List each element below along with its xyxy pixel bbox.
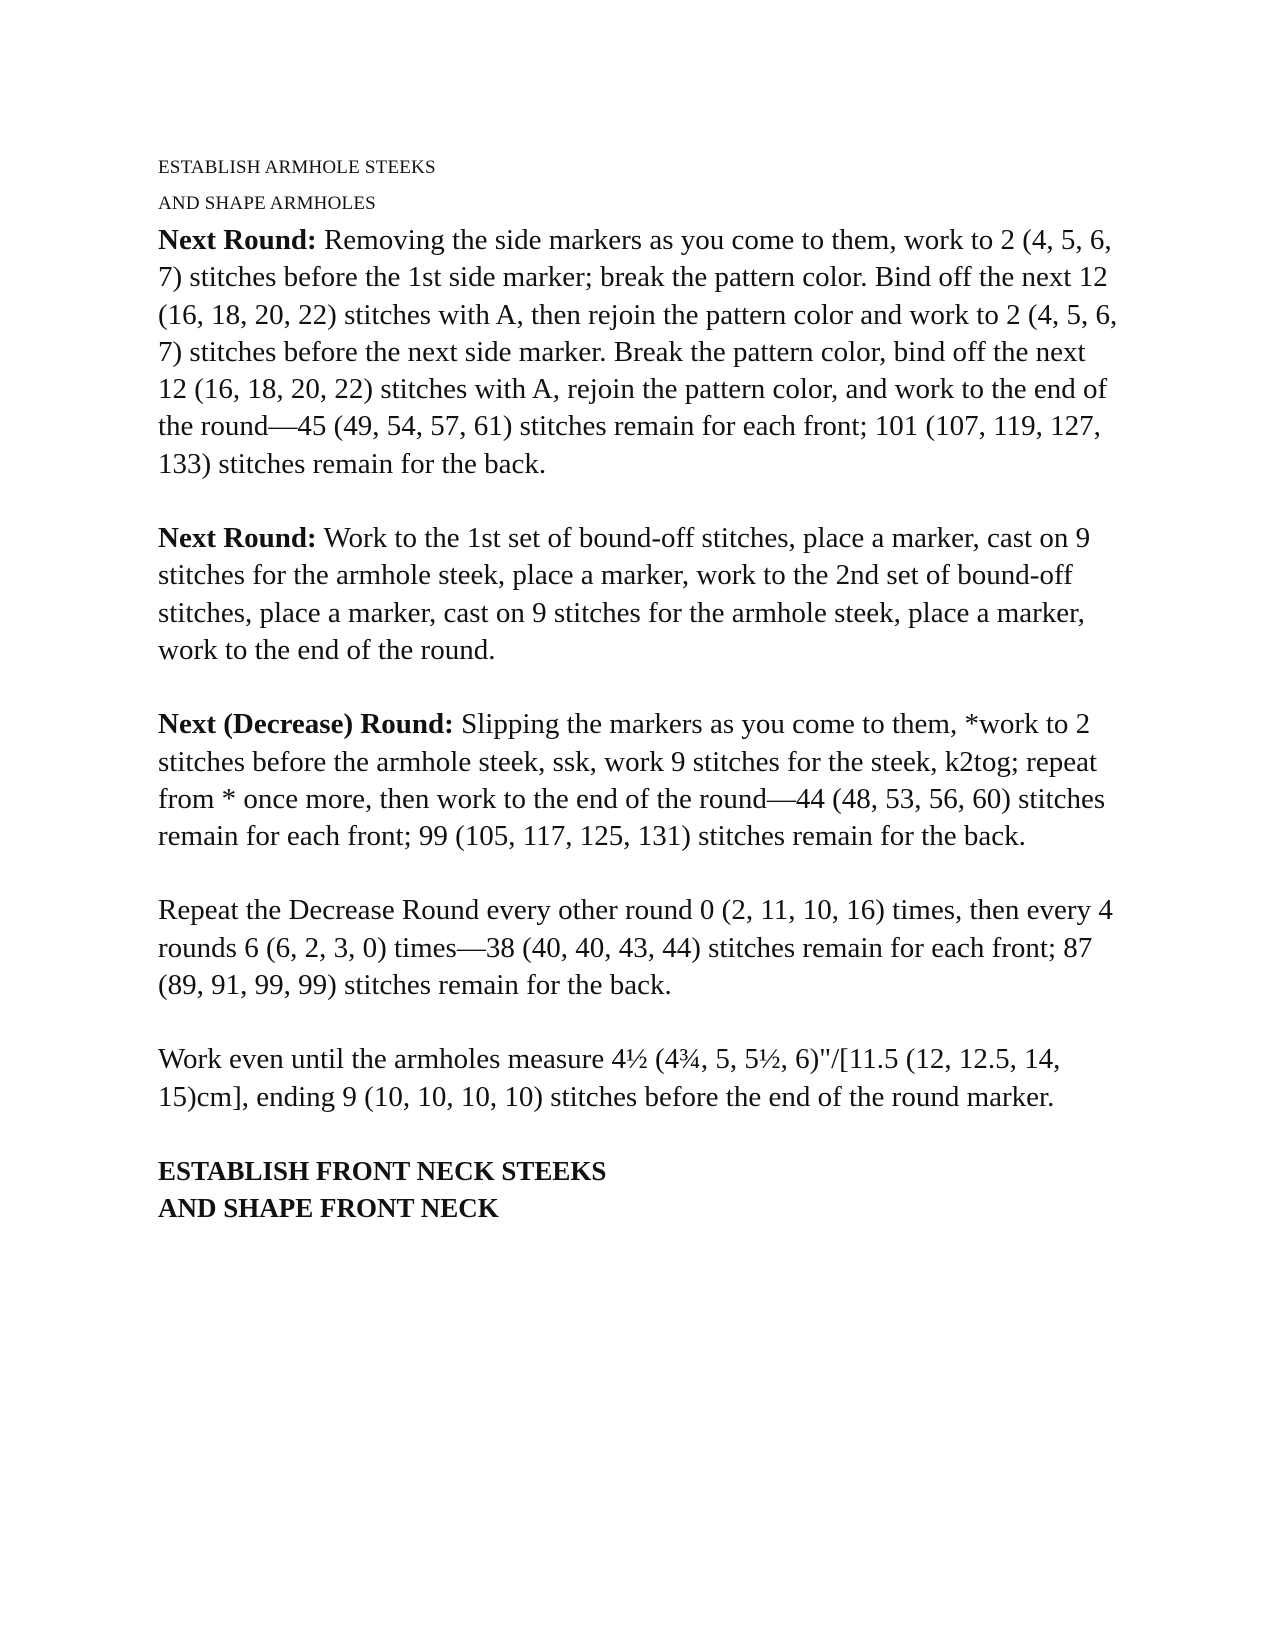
- paragraph-next-round-1: [158, 222, 1118, 483]
- paragraph-gap: [158, 1004, 1118, 1041]
- paragraph-gap: [158, 669, 1118, 706]
- paragraph-gap: [158, 483, 1118, 520]
- paragraph-text: Removing the side markers as you come to them, work to 2 (4, 5, 6, 7) stitches before the 1st side marker; break the pattern color. Bind off the next 12 (16, 18, 20, 22) stitches with A, then rejoin the pattern color and work to 2 (4, 5, 6, 7) stitches before the next side marker. Break the pattern color, bind off the next 12 (16, 18, 20, 22) stitches with A, rejoin the pattern color, and work to the end of the round—45 (49, 54, 57, 61) stitches remain for each front; 101 (107, 119, 127, 133) stitches remain for the back.: [158, 224, 1118, 480]
- paragraph-next-round-2: [158, 520, 1118, 669]
- paragraph-text: Work even until the armholes measure 4½ (4¾, 5, 5½, 6)"/[11.5 (12, 12.5, 14, 15)cm], ending 9 (10, 10, 10, 10) stitches before the end of the round marker.: [158, 1043, 1061, 1113]
- section-heading-armhole-line2: AND SHAPE ARMHOLES: [158, 193, 376, 214]
- paragraph-text: Repeat the Decrease Round every other round 0 (2, 11, 10, 16) times, then every 4 rounds 6 (6, 2, 3, 0) times—38 (40, 40, 43, 44) stitches remain for each front; 87 (89, 91, 99, 99) stitches remain for the back.: [158, 894, 1113, 1002]
- document-page: [158, 150, 1118, 1227]
- paragraph-lead: Next Round:: [158, 224, 317, 256]
- section-heading-armhole-line1: ESTABLISH ARMHOLE STEEKS: [158, 157, 436, 178]
- section-heading-front-neck-line1: ESTABLISH FRONT NECK STEEKS: [158, 1155, 607, 1186]
- paragraph-gap: [158, 1116, 1118, 1153]
- paragraph-text: Slipping the markers as you come to them, *work to 2 stitches before the armhole steek, ssk, work 9 stitches for the steek, k2tog; repeat from * once more, then work to the end of the round—44 (48, 53, 56, 60) stitches remain for each front; 99 (105, 117, 125, 131) stitches remain for the back.: [158, 708, 1106, 853]
- paragraph-decrease-round: [158, 706, 1118, 855]
- paragraph-repeat-decrease: [158, 892, 1118, 1004]
- paragraph-text: Work to the 1st set of bound-off stitches, place a marker, cast on 9 stitches for the armhole steek, place a marker, work to the 2nd set of bound-off stitches, place a marker, cast on 9 stitches for the armhole steek, place a marker, work to the end of the round.: [158, 522, 1091, 666]
- paragraph-gap: [158, 855, 1118, 892]
- paragraph-lead: Next (Decrease) Round:: [158, 708, 454, 741]
- section-heading-front-neck-line2: AND SHAPE FRONT NECK: [158, 1192, 499, 1223]
- paragraph-lead: Next Round:: [158, 522, 317, 555]
- paragraph-work-even: [158, 1041, 1118, 1116]
